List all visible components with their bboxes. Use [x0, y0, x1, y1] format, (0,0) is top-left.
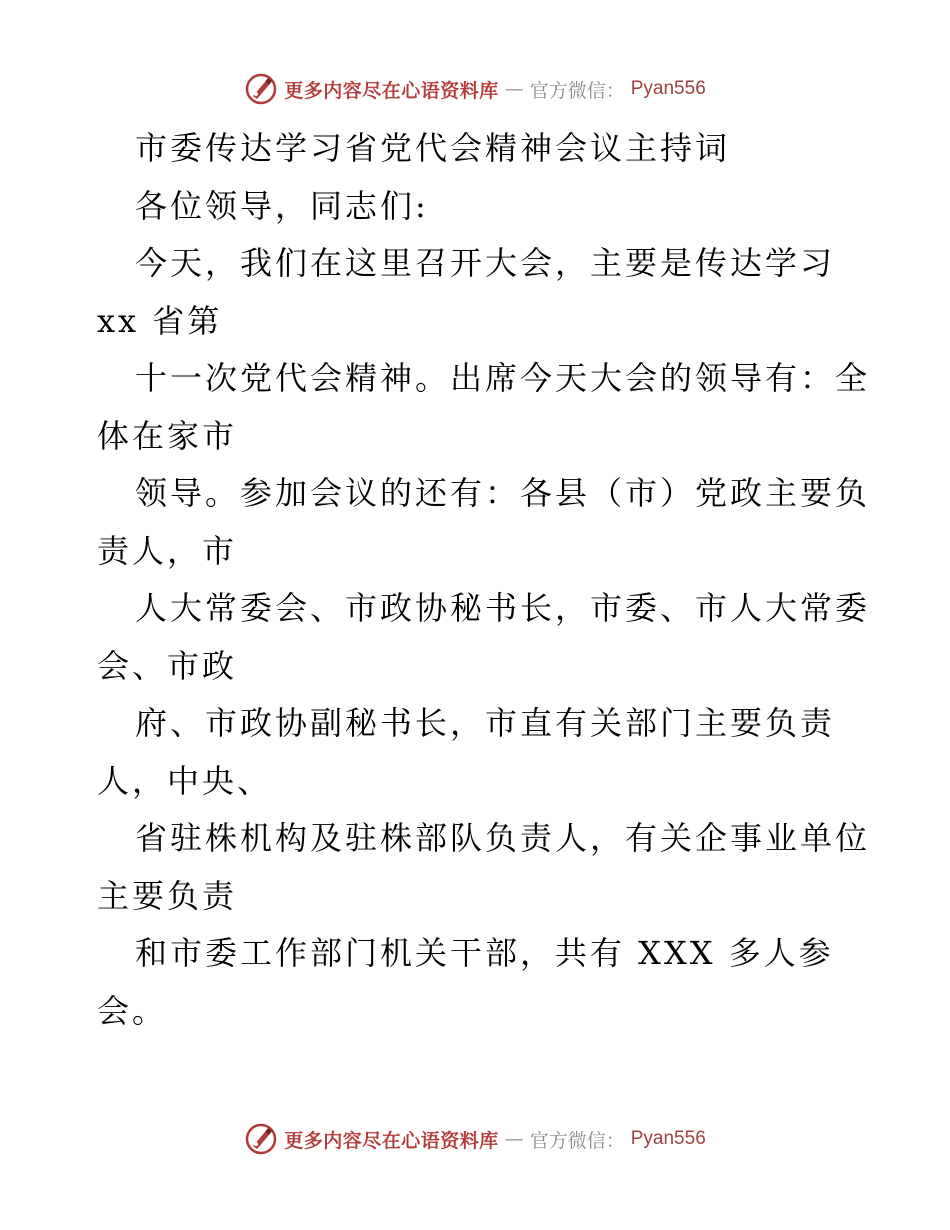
paragraph-line: 会、市政: [97, 646, 238, 685]
pen-logo-icon: [244, 1122, 278, 1156]
paragraph-line: 人大常委会、市政协秘书长，市委、市人大常委: [135, 589, 871, 627]
paragraph-line: xx 省第: [97, 301, 223, 340]
watermark-label: 官方微信：: [529, 79, 625, 102]
watermark-header: [0, 72, 950, 106]
watermark-footer: [0, 1122, 950, 1156]
watermark-main-text: 更多内容尽在心语资料库: [284, 79, 499, 102]
watermark-wechat-id: Pyan556: [630, 1128, 706, 1149]
paragraph-line: 今天，我们在这里召开大会，主要是传达学习: [135, 244, 836, 282]
paragraph-line: 府、市政协副秘书长，市直有关部门主要负责: [135, 704, 836, 742]
watermark-separator: —: [504, 78, 524, 100]
paragraph-line: 省驻株机构及驻株部队负责人，有关企事业单位: [135, 819, 871, 857]
paragraph-line: 和市委工作部门机关干部，共有 XXX 多人参: [135, 934, 834, 972]
paragraph-line: 责人，市: [97, 531, 238, 570]
paragraph-line: 主要负责: [97, 876, 238, 915]
watermark-wechat-id: Pyan556: [630, 78, 706, 99]
pen-logo-icon: [244, 72, 278, 106]
watermark-label: 官方微信：: [529, 1129, 625, 1152]
watermark-main-text: 更多内容尽在心语资料库: [284, 1129, 499, 1152]
paragraph-line: 十一次党代会精神。出席今天大会的领导有：全: [135, 359, 871, 397]
document-title: 市委传达学习省党代会精神会议主持词: [135, 129, 731, 167]
paragraph-line: 会。: [97, 991, 168, 1030]
paragraph-line: 人，中央、: [97, 761, 273, 800]
paragraph-line: 体在家市: [97, 416, 238, 455]
document-body: [97, 120, 871, 1040]
paragraph-line: 领导。参加会议的还有：各县（市）党政主要负: [135, 474, 871, 512]
salutation: 各位领导，同志们:: [135, 186, 429, 225]
watermark-separator: —: [504, 1128, 524, 1150]
